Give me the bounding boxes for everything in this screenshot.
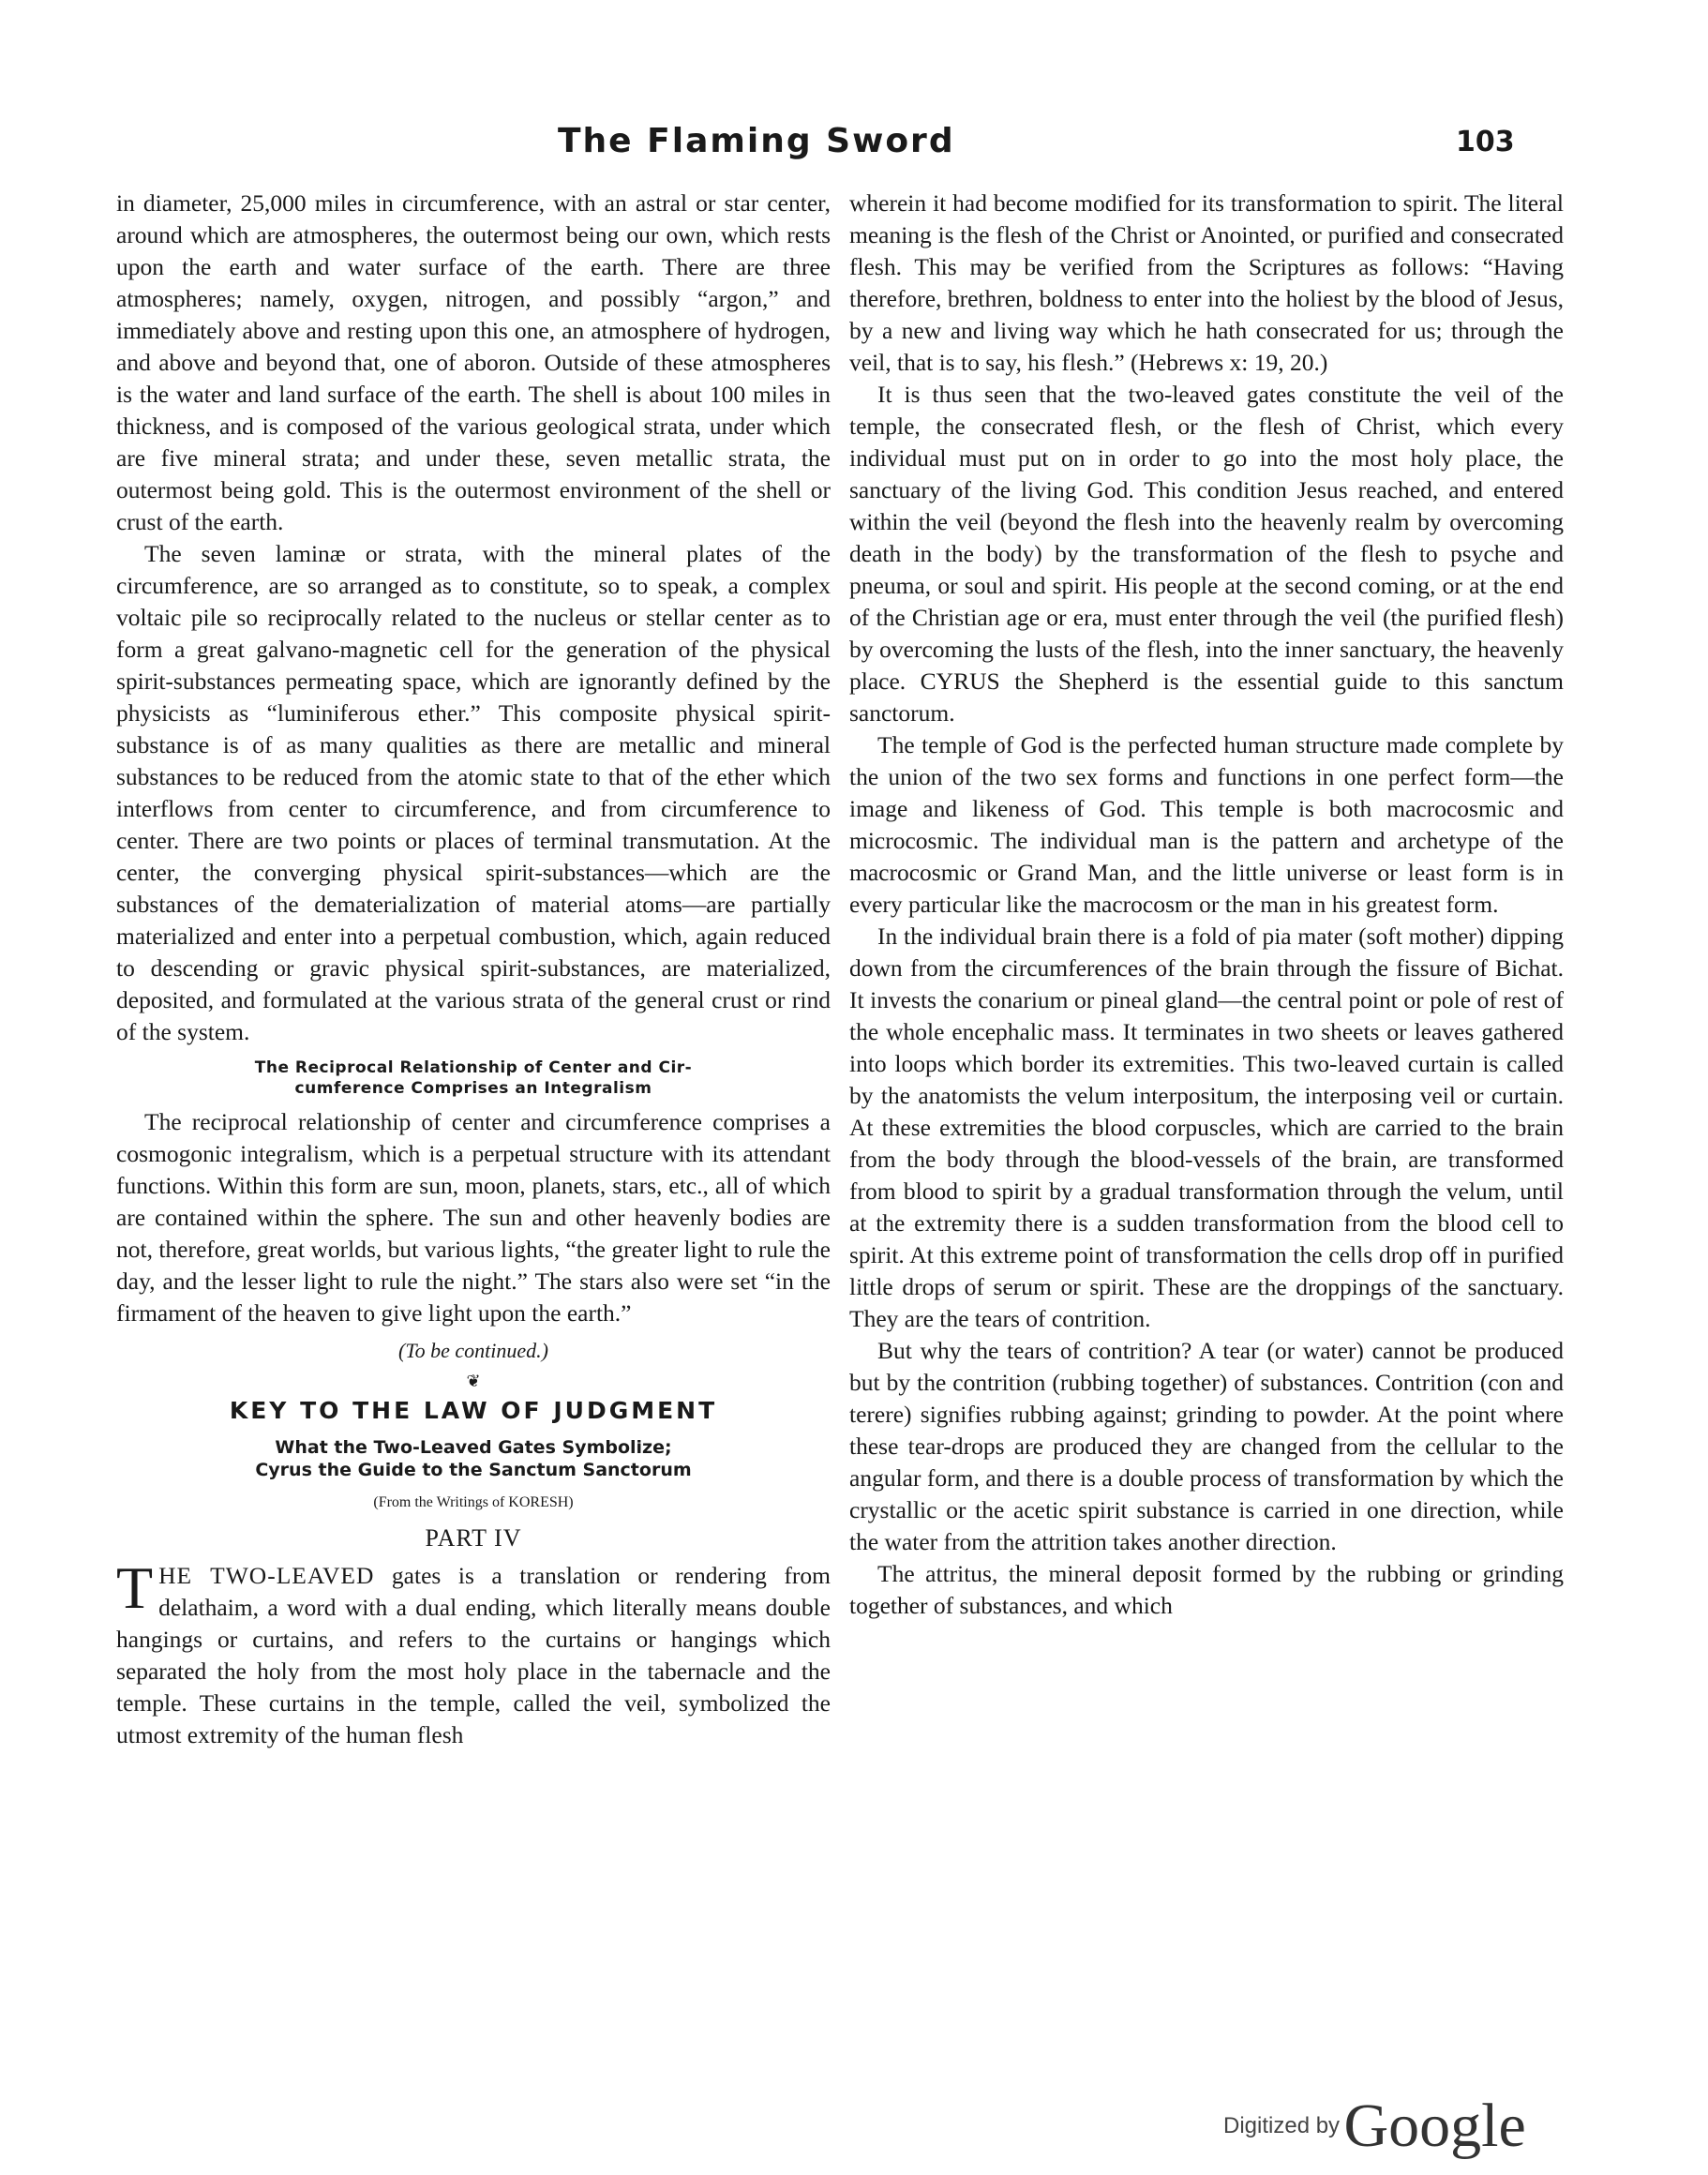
article-title: KEY TO THE LAW OF JUDGMENT [229,1397,718,1424]
paragraph-text: gates is a translation or rendering from delathaim, a word with a dual ending, which literally means double hangings or curtains, and refers to the curtains or hangings which separated the holy from the most holy place in the tabernacle and the temple. These curtains in the temple, called the veil, symbolized the utmost extremity of the human flesh [116,1562,831,1748]
paragraph: wherein it had become modified for its transformation to spirit. The literal meaning is the flesh of the Christ or Anointed, or purified and consecrated flesh. This may be verified from the Scriptures as follows: “Having therefore, brethren, boldness to enter into the holiest by the blood of Jesus, by a new and living way which he hath consecrated for us; through the veil, that is to say, his flesh.” (Hebrews x: 19, 20.) [849,189,1564,376]
to-be-continued-note: (To be continued.) [398,1339,548,1362]
part-heading: PART IV [425,1524,522,1552]
paragraph: The reciprocal relationship of center and circumference comprises a cosmogonic integralism, which is a perpetual structure with its attendant functions. Within this form are sun, moon, planets, stars, etc., all of which are contained within the sphere. The sun and other heavenly bodies are not, therefore, great worlds, but various lights, “the greater light to rule the day, and the lesser light to rule the night.” The stars also were set “in the firmament of the heaven to give light upon the earth.” [116,1108,831,1327]
digitized-by-label: Digitized by [1223,2113,1341,2138]
left-column [116,188,831,1751]
paragraph: in diameter, 25,000 miles in circumference, with an astral or star center, around which are atmospheres, the outermost being our own, which rests upon the earth and water surface of the earth. There are three atmospheres; namely, oxygen, nitrogen, and possibly “argon,” and immediately above and resting upon this one, an atmosphere of hydrogen, and above and beyond that, one of aboron. Outside of these atmospheres is the water and land surface of the earth. The shell is about 100 miles in thickness, and is composed of the various geological strata, under which are five mineral strata; and under these, seven metallic strata, the outermost being gold. This is the outermost environment of the shell or crust of the earth. [116,189,831,535]
paragraph: The attritus, the mineral deposit formed by the rubbing or grinding together of substances, and which [849,1560,1564,1619]
article-subtitle-line: What the Two-Leaved Gates Symbolize; [275,1437,672,1458]
section-heading [116,1058,831,1099]
paragraph: The temple of God is the perfected human structure made complete by the union of the two sex forms and functions in one perfect form—the image and likeness of God. This temple is both macrocosmic and microcosmic. The individual man is the pattern and archetype of the macrocosmic or Grand Man, and the little universe or least form is in every particular like the macrocosm or the man in his greatest form. [849,731,1564,918]
paragraph: But why the tears of contrition? A tear (or water) cannot be produced but by the contrition (rubbing together) of substances. Contrition (con and terere) signifies rubbing against; grinding to powder. At the point where these tear-drops are produced they are changed from the cellular to the angular form, and there is a double process of transformation by which the crystallic or the acetic spirit substance is carried in one direction, while the water from the attrition takes another direction. [849,1337,1564,1555]
article-subtitle-line: Cyrus the Guide to the Sanctum Sanctorum [255,1460,692,1480]
paragraph: It is thus seen that the two-leaved gates constitute the veil of the temple, the consecrated flesh, or the flesh of Christ, which every individual must put on in order to go into the most holy place, the sanctuary of the living God. This condition Jesus reached, and entered within the veil (beyond the flesh into the heavenly realm by overcoming death in the body) by the transformation of the flesh to psyche and pneuma, or soul and spirit. His people at the second coming, or at the end of the Christian age or era, must enter through the veil (the purified flesh) by overcoming the lusts of the flesh, into the inner sanctuary, the heavenly place. CYRUS the Shepherd is the essential guide to this sanctum sanctorum. [849,381,1564,727]
paragraph: The seven laminæ or strata, with the mineral plates of the circumference, are so arranged as to constitute, so to speak, a complex voltaic pile so reciprocally related to the nucleus or stellar center as to form a great galvano-magnetic cell for the generation of the physical spirit-substances permeating space, which are ignorantly defined by the physicists as “luminiferous ether.” This composite physical spirit-substance is of as many qualities as there are metallic and mineral substances to be reduced from the atomic state to that of the ether which interflows from center to circumference, and from circumference to center. There are two points or places of terminal transmutation. At the center, the converging physical spirit-substances—which are the substances of the dematerialization of material atoms—are partially materialized and enter into a perpetual combustion, which, again reduced to descending or gravic physical spirit-substances, are materialized, deposited, and formulated at the various strata of the general crust or rind of the system. [116,540,831,1045]
byline: (From the Writings of KORESH) [373,1494,574,1510]
google-logo: Google [1343,2092,1526,2160]
ornament-icon: ❦ [466,1372,481,1390]
drop-cap: T [116,1554,154,1621]
section-heading-line: The Reciprocal Relationship of Center and Cir- [254,1058,693,1077]
opening-words: HE TWO-LEAVED [158,1562,375,1589]
page-number: 103 [1456,126,1515,158]
paragraph [116,1554,831,1751]
paragraph: In the individual brain there is a fold of pia mater (soft mother) dipping down from the circumferences of the brain through the fissure of Bichat. It invests the conarium or pineal gland—the central point or pole of rest of the whole encephalic mass. It terminates in two sheets or leaves gathered into loops which border its extremities. This two-leaved curtain is called by the anatomists the velum interpositum, the interposing veil or curtain. At these extremities the blood corpuscles, which are carried to the brain from the body through the blood-vessels of the brain, are transformed from blood to spirit by a gradual transformation through the velum, until at the extremity there is a sudden transformation from the blood cell to spirit. At this extreme point of transformation the cells drop off in purified little drops of serum or spirit. These are the droppings of the sanctuary. They are the tears of contrition. [849,922,1564,1332]
running-head [0,122,1708,169]
journal-title: The Flaming Sword [558,122,955,160]
article-subtitle [116,1436,831,1481]
digitization-watermark [1223,2091,1526,2162]
section-heading-line: cumference Comprises an Integralism [294,1079,652,1098]
right-column [849,188,1564,1622]
